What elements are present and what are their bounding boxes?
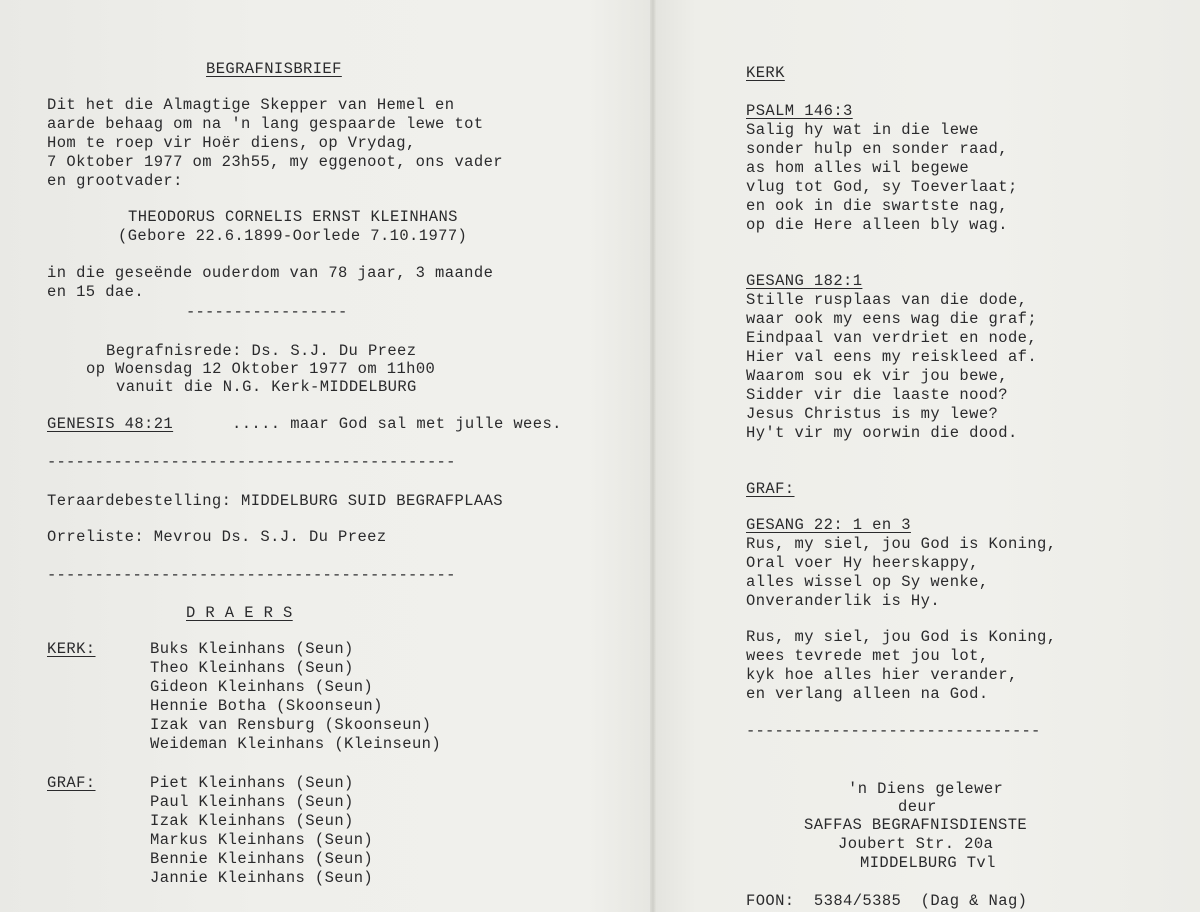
- phone-number: FOON: 5384/5385 (Dag & Nag): [746, 892, 1028, 910]
- age-line: in die geseënde ouderdom van 78 jaar, 3 maande: [47, 264, 494, 282]
- hymn-line: Sidder vir die laaste nood?: [746, 386, 1008, 404]
- bearer-name: Jannie Kleinhans (Seun): [150, 869, 374, 887]
- hymn-line: op die Here alleen bly wag.: [746, 216, 1008, 234]
- hymn-line: vlug tot God, sy Toeverlaat;: [746, 178, 1018, 196]
- bearers-heading: D R A E R S: [186, 604, 293, 622]
- sermon-line: Begrafnisrede: Ds. S.J. Du Preez: [106, 342, 417, 360]
- hymn-line: en ook in die swartste nag,: [746, 197, 1008, 215]
- long-divider: -------------------------------------------: [47, 453, 456, 471]
- bearer-name: Gideon Kleinhans (Seun): [150, 678, 374, 696]
- psalm-title: PSALM 146:3: [746, 102, 853, 120]
- bearer-name: Markus Kleinhans (Seun): [150, 831, 374, 849]
- gesang-22-title: GESANG 22: 1 en 3: [746, 516, 911, 534]
- page-fold: [650, 0, 656, 912]
- hymn-line: Waarom sou ek vir jou bewe,: [746, 367, 1008, 385]
- kerk-heading: KERK: [746, 64, 785, 82]
- bearer-name: Theo Kleinhans (Seun): [150, 659, 354, 677]
- hymn-line: Hy't vir my oorwin die dood.: [746, 424, 1018, 442]
- long-divider: -------------------------------------------: [47, 566, 456, 584]
- verse-text: ..... maar God sal met julle wees.: [232, 415, 562, 433]
- hymn-line: Onveranderlik is Hy.: [746, 592, 941, 610]
- intro-line: Hom te roep vir Hoër diens, op Vrydag,: [47, 134, 416, 152]
- age-line: en 15 dae.: [47, 283, 145, 301]
- gesang-182-title: GESANG 182:1: [746, 272, 863, 290]
- hymn-line: kyk hoe alles hier verander,: [746, 666, 1018, 684]
- bearer-name: Hennie Botha (Skoonseun): [150, 697, 383, 715]
- hymn-line: alles wissel op Sy wenke,: [746, 573, 989, 591]
- hymn-line: wees tevrede met jou lot,: [746, 647, 989, 665]
- service-address: Joubert Str. 20a: [838, 835, 994, 853]
- hymn-line: waar ook my eens wag die graf;: [746, 310, 1038, 328]
- hymn-line: Hier val eens my reiskleed af.: [746, 348, 1038, 366]
- hymn-line: en verlang alleen na God.: [746, 685, 989, 703]
- bearer-name: Weideman Kleinhans (Kleinseun): [150, 735, 442, 753]
- bearer-name: Bennie Kleinhans (Seun): [150, 850, 374, 868]
- service-line: deur: [898, 798, 937, 816]
- right-divider: -------------------------------: [746, 722, 1041, 740]
- graf-bearers-label: GRAF:: [47, 774, 96, 792]
- hymn-line: Rus, my siel, jou God is Koning,: [746, 535, 1057, 553]
- burial-place: Teraardebestelling: MIDDELBURG SUID BEGRAFPLAAS: [47, 492, 503, 510]
- organist: Orreliste: Mevrou Ds. S.J. Du Preez: [47, 528, 387, 546]
- service-provider: SAFFAS BEGRAFNISDIENSTE: [804, 816, 1028, 834]
- bearer-name: Piet Kleinhans (Seun): [150, 774, 354, 792]
- deceased-dates: (Gebore 22.6.1899-Oorlede 7.10.1977): [118, 227, 468, 245]
- service-town: MIDDELBURG Tvl: [860, 854, 996, 872]
- hymn-line: Eindpaal van verdriet en node,: [746, 329, 1038, 347]
- intro-line: 7 Oktober 1977 om 23h55, my eggenoot, ons vader: [47, 153, 503, 171]
- graf-heading: GRAF:: [746, 480, 795, 498]
- page-title: BEGRAFNISBRIEF: [206, 60, 342, 78]
- short-divider: -----------------: [186, 303, 348, 321]
- bearer-name: Izak Kleinhans (Seun): [150, 812, 354, 830]
- hymn-line: Oral voer Hy heerskappy,: [746, 554, 979, 572]
- hymn-line: Rus, my siel, jou God is Koning,: [746, 628, 1057, 646]
- intro-line: aarde behaag om na 'n lang gespaarde lewe tot: [47, 115, 484, 133]
- hymn-line: sonder hulp en sonder raad,: [746, 140, 1008, 158]
- hymn-line: Salig hy wat in die lewe: [746, 121, 979, 139]
- verse-reference: GENESIS 48:21: [47, 415, 174, 433]
- intro-line: en grootvader:: [47, 172, 183, 190]
- hymn-line: as hom alles wil begewe: [746, 159, 970, 177]
- kerk-bearers-label: KERK:: [47, 640, 96, 658]
- hymn-line: Stille rusplaas van die dode,: [746, 291, 1028, 309]
- bearer-name: Izak van Rensburg (Skoonseun): [150, 716, 432, 734]
- hymn-line: Jesus Christus is my lewe?: [746, 405, 999, 423]
- sermon-line: vanuit die N.G. Kerk-MIDDELBURG: [116, 378, 417, 396]
- service-line: 'n Diens gelewer: [848, 780, 1004, 798]
- deceased-name: THEODORUS CORNELIS ERNST KLEINHANS: [128, 208, 458, 226]
- bearer-name: Paul Kleinhans (Seun): [150, 793, 354, 811]
- sermon-line: op Woensdag 12 Oktober 1977 om 11h00: [86, 360, 436, 378]
- intro-line: Dit het die Almagtige Skepper van Hemel en: [47, 96, 455, 114]
- bearer-name: Buks Kleinhans (Seun): [150, 640, 354, 658]
